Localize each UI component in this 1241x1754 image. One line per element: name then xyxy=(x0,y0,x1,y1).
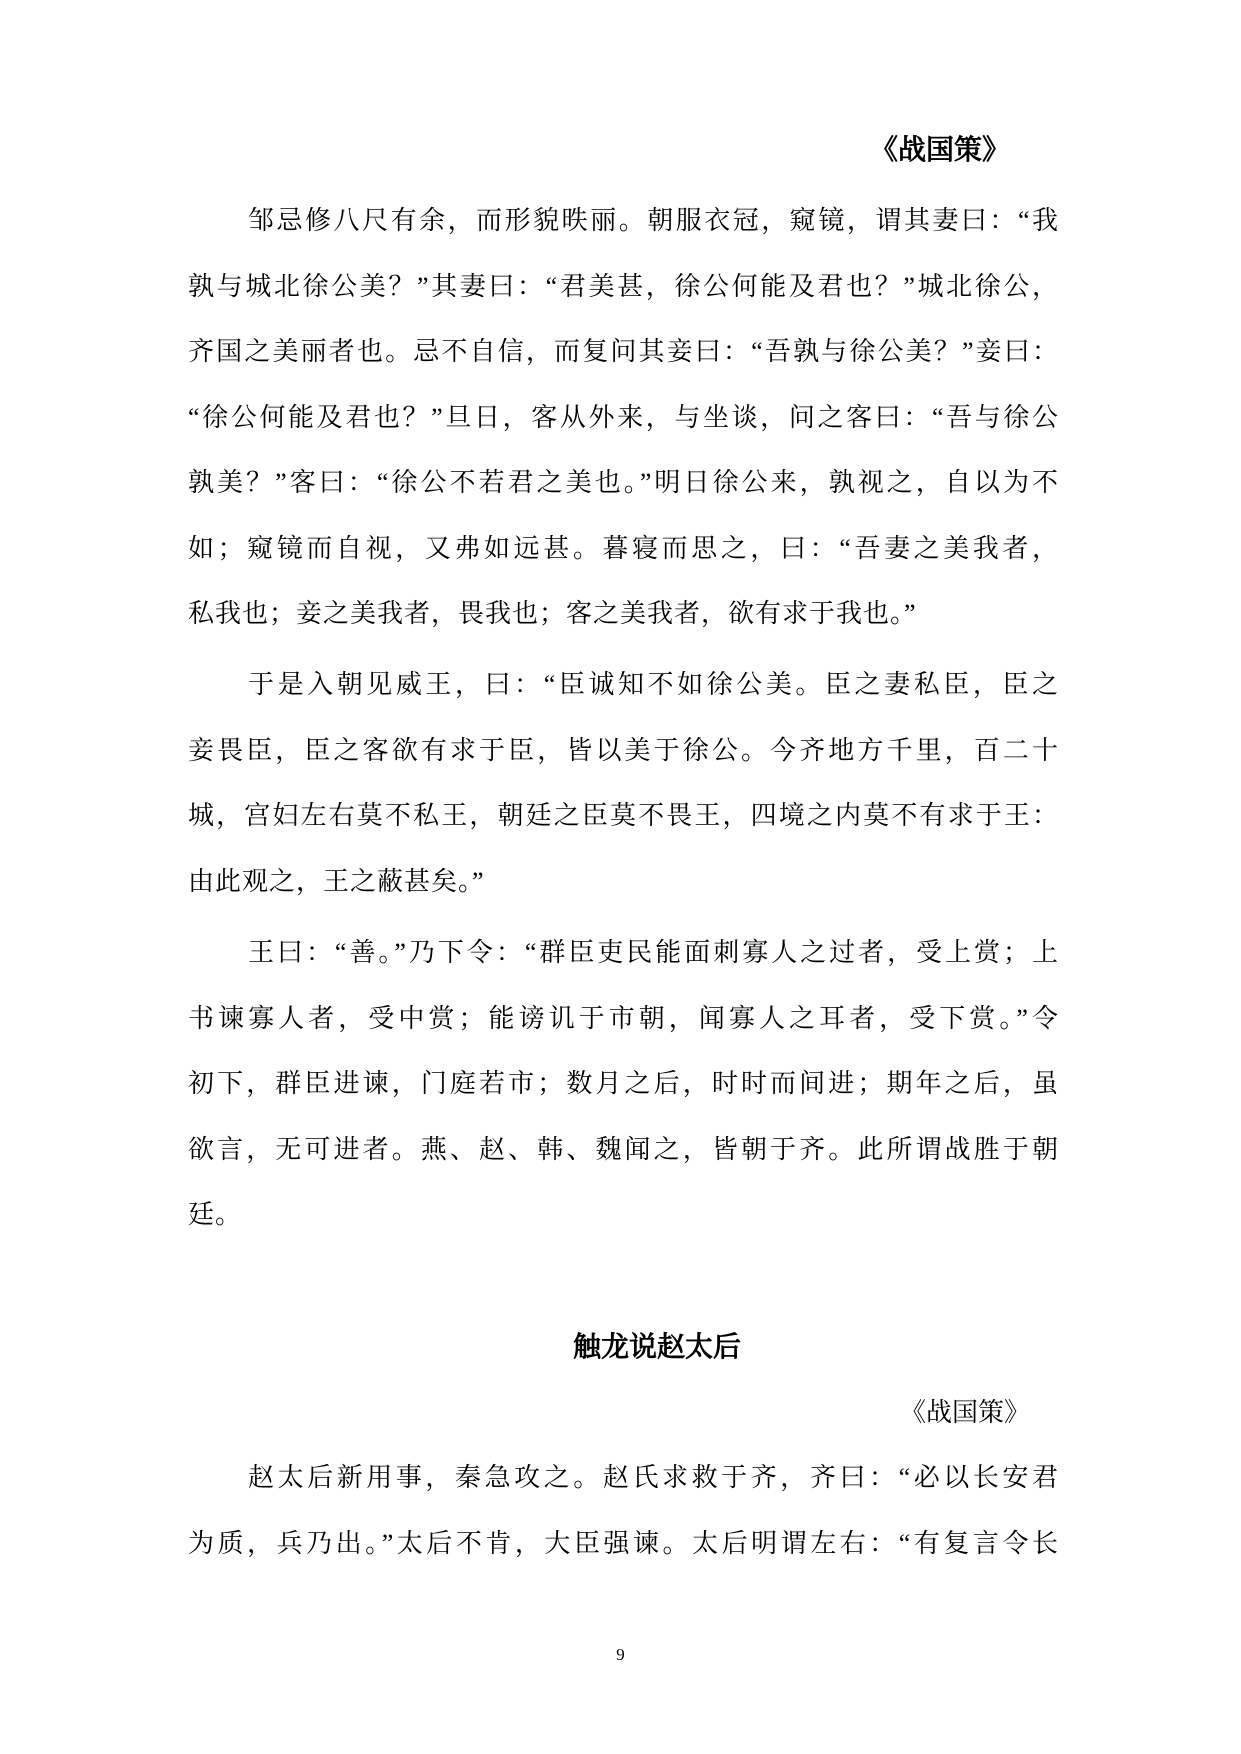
text-line: 由此观之，王之蔽甚矣。” xyxy=(188,866,485,896)
text-line: 齐国之美丽者也。忌不自信，而复问其妾曰：“吾孰与徐公美？”妾曰： xyxy=(188,337,1058,366)
text-line: 孰与城北徐公美？”其妻曰：“君美甚，徐公何能及君也？”城北徐公， xyxy=(188,271,1058,301)
paragraph xyxy=(188,920,1058,1248)
text-line: 初下，群臣进谏，门庭若市；数月之后，时时而间进；期年之后，虽 xyxy=(188,1069,1058,1098)
paragraph xyxy=(188,652,1058,914)
text-line: 赵太后新用事，秦急攻之。赵氏求救于齐，齐曰：“必以长安君 xyxy=(248,1463,1058,1492)
source-label: 《战国策》 xyxy=(870,135,1011,166)
text-line: “徐公何能及君也？”旦日，客从外来，与坐谈，问之客曰：“吾与徐公 xyxy=(188,402,1058,432)
text-line: 城，宫妇左右莫不私王，朝廷之臣莫不畏王，四境之内莫不有求于王： xyxy=(188,801,1058,830)
text-line: 王曰：“善。”乃下令：“群臣吏民能面刺寡人之过者，受上赏；上 xyxy=(248,938,1058,967)
text-line: 孰美？”客曰：“徐公不若君之美也。”明日徐公来，孰视之，自以为不 xyxy=(188,468,1058,497)
text-line: 廷。 xyxy=(188,1200,243,1229)
paragraph xyxy=(188,188,1058,647)
text-line: 欲言，无可进者。燕、赵、韩、魏闻之，皆朝于齐。此所谓战胜于朝 xyxy=(188,1134,1058,1164)
section-title: 触龙说赵太后 xyxy=(573,1332,742,1363)
text-line: 妾畏臣，臣之客欲有求于臣，皆以美于徐公。今齐地方千里，百二十 xyxy=(188,735,1058,765)
paragraph xyxy=(188,1445,1058,1576)
text-line: 邹忌修八尺有余，而形貌昳丽。朝服衣冠，窥镜，谓其妻曰：“我 xyxy=(248,206,1058,235)
text-line: 私我也；妾之美我者，畏我也；客之美我者，欲有求于我也。” xyxy=(188,599,917,628)
page-number: 9 xyxy=(616,1645,625,1664)
text-line: 为质，兵乃出。”太后不肯，大臣强谏。太后明谓左右：“有复言令长 xyxy=(188,1528,1058,1558)
text-line: 于是入朝见威王，曰：“臣诚知不如徐公美。臣之妻私臣，臣之 xyxy=(248,670,1058,699)
text-line: 书谏寡人者，受中赏；能谤讥于市朝，闻寡人之耳者，受下赏。”令 xyxy=(188,1003,1058,1033)
source-label: 《战国策》 xyxy=(900,1398,1031,1427)
text-line: 如；窥镜而自视，又弗如远甚。暮寝而思之，曰：“吾妻之美我者， xyxy=(188,533,1058,563)
